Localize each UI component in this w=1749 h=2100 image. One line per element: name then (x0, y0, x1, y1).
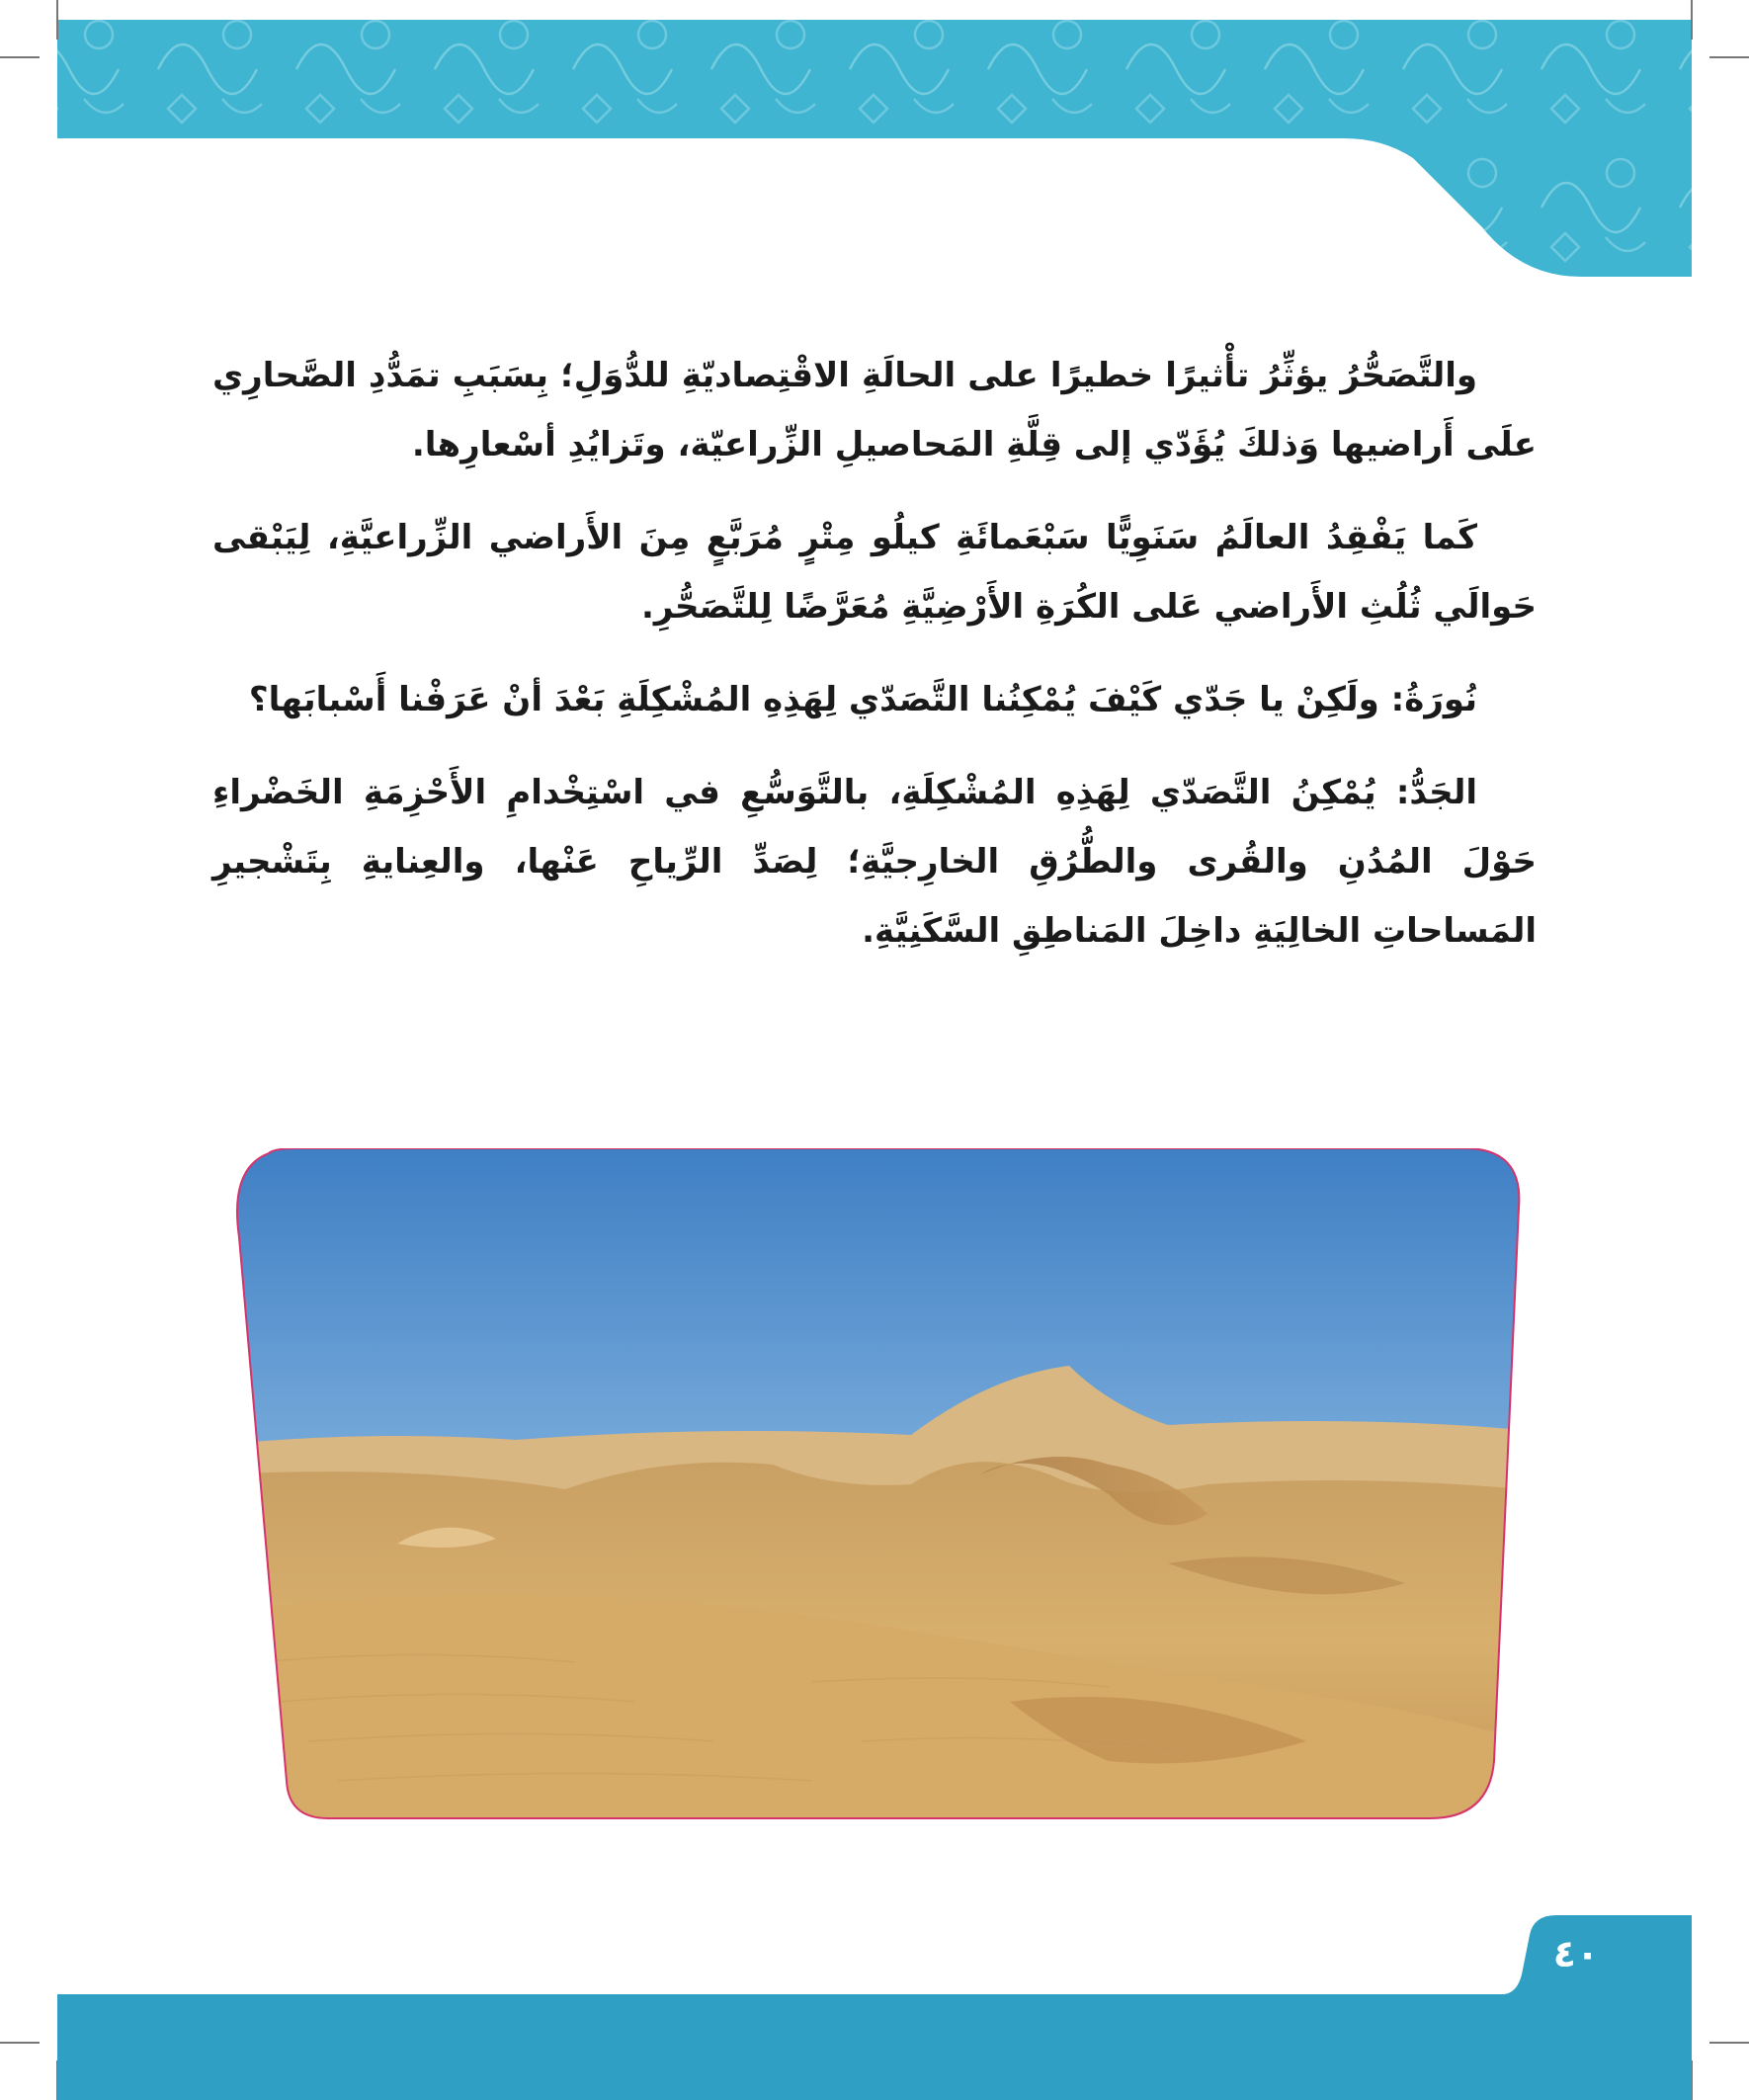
dialogue-text: ولَكِنْ يا جَدّي كَيْفَ يُمْكِنُنا التَّصَدّي لِهَذِهِ المُشْكِلَةِ بَعْدَ أنْ عَرَفْنا أَسْبابَها؟ (248, 680, 1379, 719)
paragraph-land-loss (212, 503, 1537, 641)
crop-mark (1691, 0, 1693, 40)
crop-mark (1709, 56, 1749, 58)
lesson-text (212, 341, 1537, 989)
speaker-name: نُورَةُ: (1390, 680, 1477, 719)
speaker-name: الجَدُّ: (1395, 773, 1477, 812)
paragraph-desertification-effects (212, 341, 1537, 479)
page-number: ٤٠ (1552, 1932, 1600, 1975)
crop-mark (0, 56, 40, 58)
paragraph-text: كَما يَفْقِدُ العالَمُ سَنَوِيًّا سَبْعَمائَةِ كيلُو مِتْرٍ مُرَبَّعٍ مِنَ الأَراضي الزِّراعيَّةِ، لِيَبْقى حَوالَي ثُلُثِ الأَراضي عَلى الكُرَةِ الأَرْضِيَّةِ مُعَرَّضًا لِلتَّصَحُّرِ. (212, 518, 1537, 627)
desert-dunes-photo (219, 1148, 1524, 1820)
crop-mark (56, 0, 58, 40)
dialogue-text: يُمْكِنُ التَّصَدّي لِهَذِهِ المُشْكِلَةِ، بالتَّوَسُّعِ في اسْتِخْدامِ الأَحْزِمَةِ الخَضْراءِ حَوْلَ المُدُنِ والقُرى والطُّرُقِ الخارِجيَّةِ؛ لِصَدِّ الرِّياحِ عَنْها، والعِنايةِ بِتَشْجيرِ المَساحاتِ الخالِيَةِ داخِلَ المَناطِقِ السَّكَنِيَّةِ. (212, 773, 1537, 951)
dialogue-noura (212, 665, 1537, 734)
dialogue-grandfather (212, 758, 1537, 966)
bottom-footer-band (0, 1915, 1749, 2100)
paragraph-text: والتَّصَحُّرُ يؤثِّرُ تأْثيرًا خطيرًا على الحالَةِ الاقْتِصاديّةِ للدُّوَلِ؛ بِسَبَبِ تمَدُّدِ الصَّحارِي علَى أَراضيها وَذلكَ يُؤَدّي إلى قِلَّةِ المَحاصيلِ الزِّراعيّة، وتَزايُدِ أسْعارِها. (212, 356, 1537, 464)
top-decorative-banner (0, 0, 1749, 287)
